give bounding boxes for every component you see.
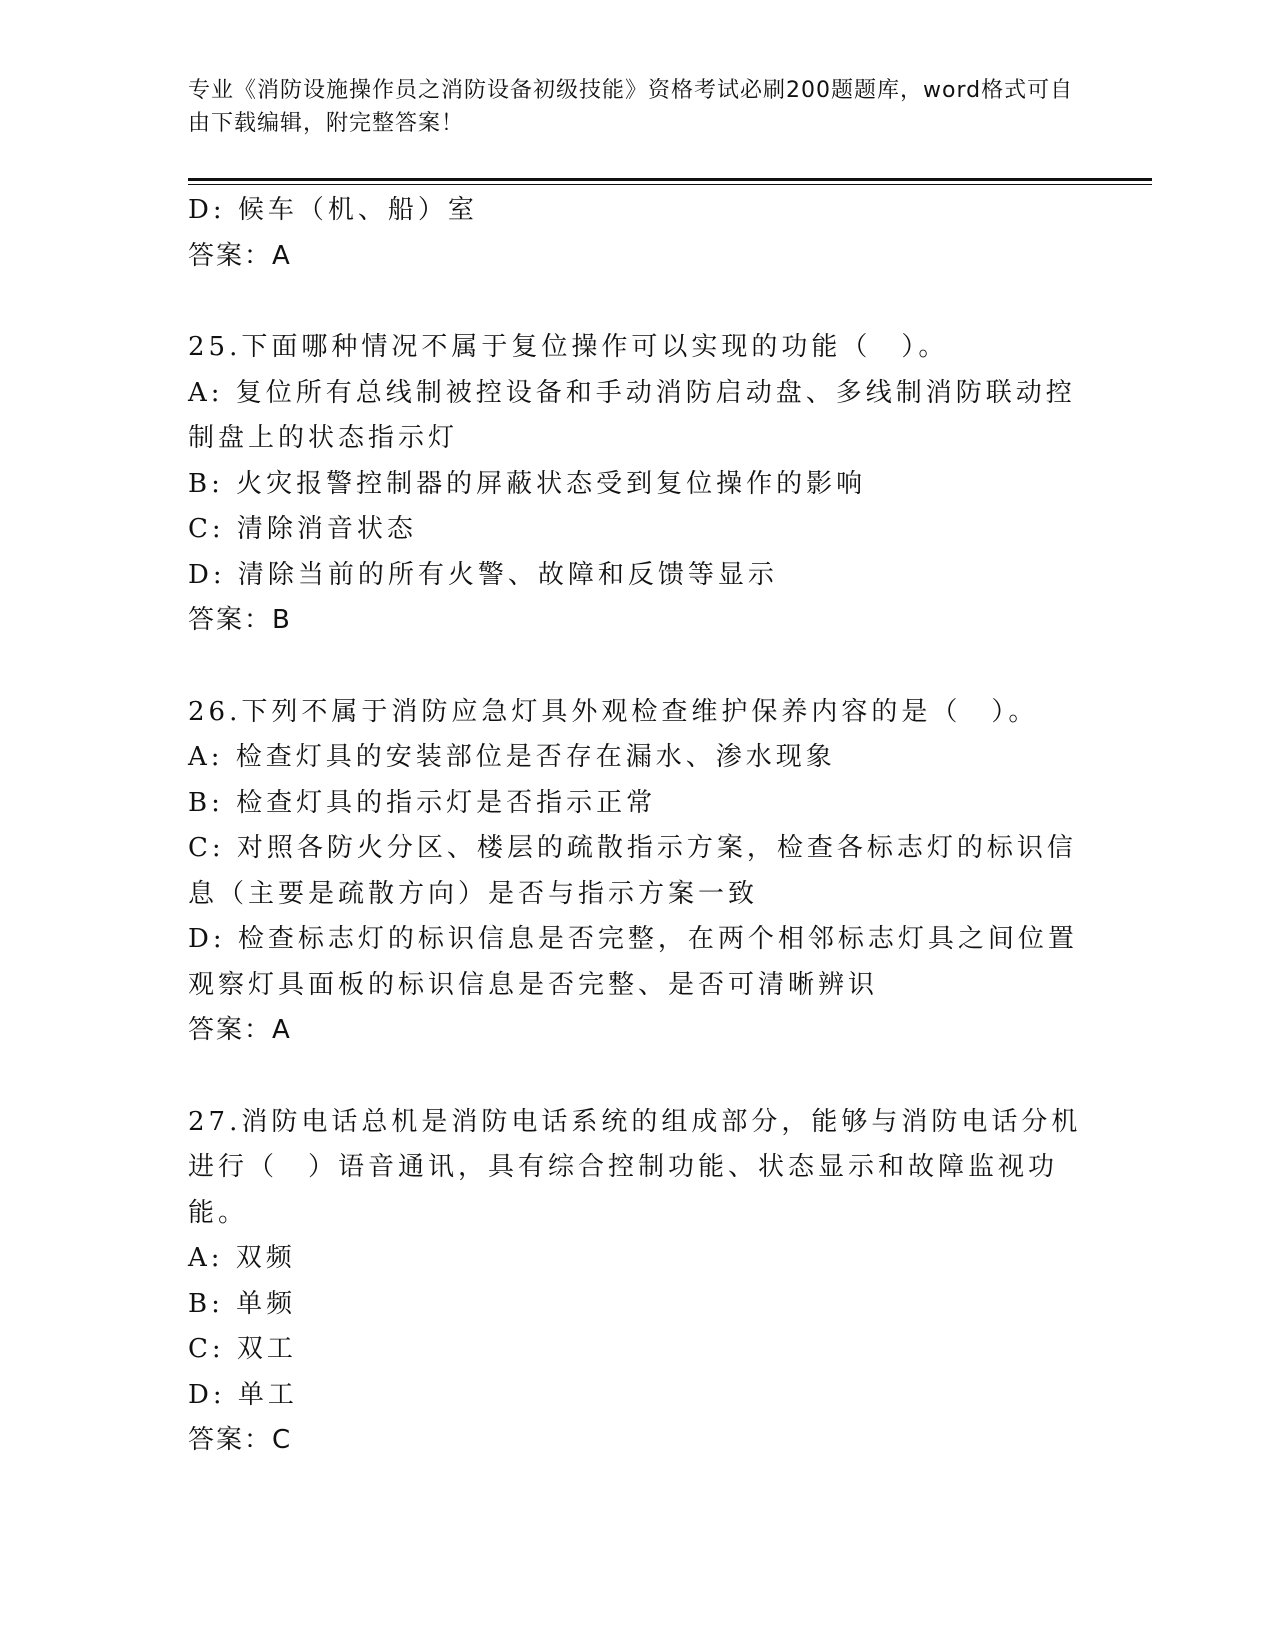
question-stem: 26.下列不属于消防应急灯具外观检查维护保养内容的是（ ）。 <box>188 696 1039 727</box>
option-d: D: 检查标志灯的标识信息是否完整，在两个相邻标志灯具之间位置观察灯具面板的标识信息是否完整、是否可清晰辨识 <box>188 924 1078 1000</box>
option-c: C: 清除消音状态 <box>188 514 417 544</box>
header-text: 专业《消防设施操作员之消防设备初级技能》资格考试必刷200题题库，word格式可自由下载编辑，附完整答案！ <box>188 78 1074 136</box>
question-27 <box>188 1100 1088 1464</box>
option-c: C: 双工 <box>188 1334 297 1364</box>
option-a: A: 复位所有总线制被控设备和手动消防启动盘、多线制消防联动控制盘上的状态指示灯 <box>188 377 1076 453</box>
header-divider-thin <box>188 184 1152 185</box>
header-divider-thick <box>188 178 1152 181</box>
option-a: A: 检查灯具的安装部位是否存在漏水、渗水现象 <box>188 742 836 772</box>
question-26 <box>188 690 1088 1054</box>
question-stem: 27.消防电话总机是消防电话系统的组成部分，能够与消防电话分机进行（ ）语音通讯，具有综合控制功能、状态显示和故障监视功能。 <box>188 1106 1082 1228</box>
answer: 答案：A <box>188 1015 292 1045</box>
previous-question-tail <box>188 188 1088 279</box>
option-d: D: 候车（机、船）室 <box>188 195 478 225</box>
answer: 答案：C <box>188 1425 293 1455</box>
answer: 答案：B <box>188 605 292 635</box>
option-a: A: 双频 <box>188 1243 296 1273</box>
option-c: C: 对照各防火分区、楼层的疏散指示方案，检查各标志灯的标识信息（主要是疏散方向）是否与指示方案一致 <box>188 833 1077 909</box>
option-b: B: 火灾报警控制器的屏蔽状态受到复位操作的影响 <box>188 468 867 499</box>
question-list <box>188 188 1088 1464</box>
option-b: B: 检查灯具的指示灯是否指示正常 <box>188 787 657 818</box>
question-stem: 25.下面哪种情况不属于复位操作可以实现的功能（ ）。 <box>188 332 949 362</box>
option-b: B: 单频 <box>188 1288 297 1319</box>
option-d: D: 单工 <box>188 1379 298 1410</box>
answer: 答案：A <box>188 240 292 271</box>
question-25 <box>188 325 1088 644</box>
document-header <box>188 74 1078 140</box>
option-d: D: 清除当前的所有火警、故障和反馈等显示 <box>188 559 778 590</box>
